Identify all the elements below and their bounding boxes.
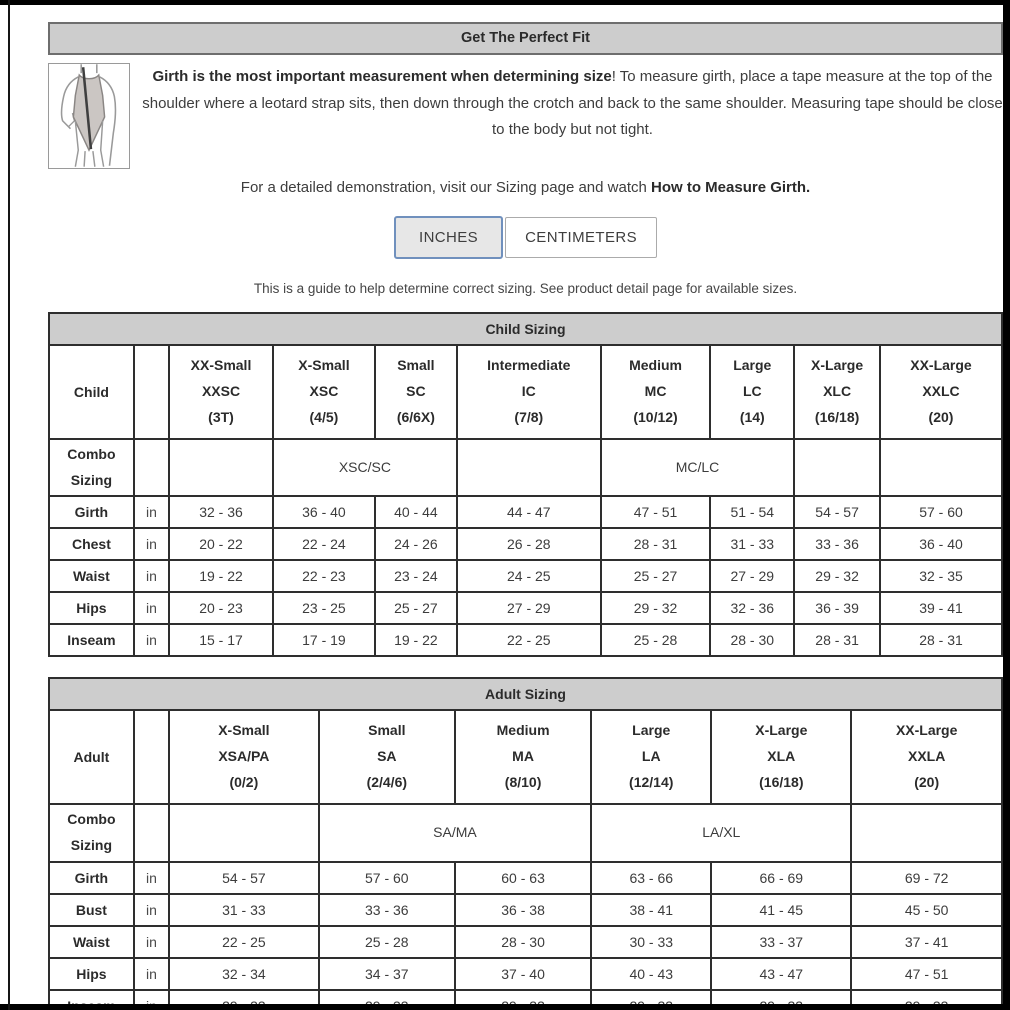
value-cell: 34 - 37 (319, 958, 455, 990)
column-header: X-Small XSA/PA (0/2) (169, 710, 319, 804)
combo-sizing-row (49, 439, 1002, 497)
combo-sizing-row (49, 804, 1002, 862)
value-cell: 36 - 39 (794, 592, 880, 624)
girth-instructions-rest: ! To measure girth, place a tape measure at the top of the shoulder where a leotard strap sits, then down through the crotch and back to the same shoulder. Measuring tape should be close to the body but not tight. (142, 68, 1003, 139)
value-cell: 32 - 34 (169, 958, 319, 990)
value-cell: 66 - 69 (711, 862, 851, 894)
value-cell: 15 - 17 (169, 624, 273, 656)
value-cell: 57 - 60 (880, 496, 1002, 528)
value-cell: 26 - 28 (457, 528, 601, 560)
value-cell: 25 - 27 (375, 592, 457, 624)
measurement-row (49, 496, 1002, 528)
value-cell: 47 - 51 (601, 496, 711, 528)
unit-cell: in (134, 926, 169, 958)
intro-section (48, 63, 1003, 169)
unit-cell: in (134, 560, 169, 592)
row-label: Chest (49, 528, 134, 560)
page-title (48, 22, 1003, 55)
value-cell: 60 - 63 (455, 862, 591, 894)
combo-unit-cell (134, 439, 169, 497)
measurement-row (49, 926, 1002, 958)
value-cell: 32 - 36 (169, 496, 273, 528)
measurement-row (49, 894, 1002, 926)
window-frame-bottom (0, 1004, 1010, 1010)
value-cell: 43 - 47 (711, 958, 851, 990)
column-header-row (49, 710, 1002, 804)
column-header: X-Large XLC (16/18) (794, 345, 880, 439)
value-cell: 32 - 35 (880, 560, 1002, 592)
column-header: Large LA (12/14) (591, 710, 711, 804)
value-cell: 37 - 41 (851, 926, 1002, 958)
combo-cell (794, 439, 880, 497)
value-cell: 36 - 40 (273, 496, 375, 528)
unit-cell: in (134, 592, 169, 624)
value-cell: 31 - 33 (169, 894, 319, 926)
row-label: Bust (49, 894, 134, 926)
row-label: Waist (49, 560, 134, 592)
value-cell: 22 - 24 (273, 528, 375, 560)
unit-cell: in (134, 528, 169, 560)
unit-header-cell (134, 345, 169, 439)
adult-sizing-table-title: Adult Sizing (49, 678, 1002, 710)
value-cell: 20 - 22 (169, 528, 273, 560)
value-cell: 27 - 29 (457, 592, 601, 624)
value-cell: 51 - 54 (710, 496, 794, 528)
value-cell: 28 - 31 (880, 624, 1002, 656)
value-cell: 28 - 31 (794, 624, 880, 656)
value-cell: 24 - 26 (375, 528, 457, 560)
value-cell: 40 - 43 (591, 958, 711, 990)
combo-cell (169, 804, 319, 862)
value-cell: 33 - 37 (711, 926, 851, 958)
value-cell: 29 - 32 (794, 560, 880, 592)
demo-note (48, 179, 1003, 196)
child-sizing-table-corner-label: Child (49, 345, 134, 439)
row-label: Hips (49, 958, 134, 990)
page-title-text: Get The Perfect Fit (461, 30, 590, 46)
adult-sizing-table-container (48, 677, 1003, 1010)
value-cell: 25 - 28 (601, 624, 711, 656)
combo-unit-cell (134, 804, 169, 862)
combo-cell: LA/XL (591, 804, 851, 862)
value-cell: 40 - 44 (375, 496, 457, 528)
value-cell: 47 - 51 (851, 958, 1002, 990)
girth-instructions (142, 63, 1003, 169)
value-cell: 28 - 30 (710, 624, 794, 656)
value-cell: 45 - 50 (851, 894, 1002, 926)
column-header: X-Large XLA (16/18) (711, 710, 851, 804)
measurement-row (49, 560, 1002, 592)
column-header: Intermediate IC (7/8) (457, 345, 601, 439)
value-cell: 25 - 27 (601, 560, 711, 592)
combo-cell (169, 439, 273, 497)
value-cell: 22 - 25 (457, 624, 601, 656)
measurement-row (49, 592, 1002, 624)
table-title-row (49, 678, 1002, 710)
page-content (48, 5, 1003, 1010)
combo-cell: SA/MA (319, 804, 592, 862)
column-header: Small SC (6/6X) (375, 345, 457, 439)
measurement-row (49, 528, 1002, 560)
value-cell: 25 - 28 (319, 926, 455, 958)
row-label: Girth (49, 862, 134, 894)
measurement-row (49, 862, 1002, 894)
value-cell: 69 - 72 (851, 862, 1002, 894)
value-cell: 57 - 60 (319, 862, 455, 894)
value-cell: 19 - 22 (169, 560, 273, 592)
column-header: Medium MA (8/10) (455, 710, 591, 804)
combo-cell: MC/LC (601, 439, 794, 497)
value-cell: 33 - 36 (319, 894, 455, 926)
combo-cell (880, 439, 1002, 497)
column-header: X-Small XSC (4/5) (273, 345, 375, 439)
row-label: Waist (49, 926, 134, 958)
leotard-diagram-svg (49, 64, 129, 168)
combo-sizing-label: Combo Sizing (49, 804, 134, 862)
adult-sizing-table (48, 677, 1003, 1010)
inches-button[interactable]: INCHES (394, 216, 503, 259)
combo-sizing-label: Combo Sizing (49, 439, 134, 497)
girth-instructions-bold: Girth is the most important measurement when determining size (152, 68, 612, 85)
value-cell: 22 - 25 (169, 926, 319, 958)
demo-note-bold: How to Measure Girth. (651, 179, 811, 196)
value-cell: 27 - 29 (710, 560, 794, 592)
value-cell: 22 - 23 (273, 560, 375, 592)
child-sizing-table-container (48, 312, 1003, 657)
combo-cell (851, 804, 1002, 862)
row-label: Girth (49, 496, 134, 528)
column-header: XX-Large XXLC (20) (880, 345, 1002, 439)
unit-header-cell (134, 710, 169, 804)
measurement-row (49, 958, 1002, 990)
value-cell: 30 - 33 (591, 926, 711, 958)
value-cell: 39 - 41 (880, 592, 1002, 624)
combo-cell (457, 439, 601, 497)
unit-toggle (48, 216, 1003, 259)
column-header: Small SA (2/4/6) (319, 710, 455, 804)
unit-cell: in (134, 862, 169, 894)
value-cell: 36 - 38 (455, 894, 591, 926)
row-label: Inseam (49, 624, 134, 656)
demo-note-text: For a detailed demonstration, visit our Sizing page and watch (240, 179, 652, 196)
unit-cell: in (134, 496, 169, 528)
value-cell: 37 - 40 (455, 958, 591, 990)
value-cell: 44 - 47 (457, 496, 601, 528)
row-label: Hips (49, 592, 134, 624)
value-cell: 20 - 23 (169, 592, 273, 624)
value-cell: 38 - 41 (591, 894, 711, 926)
value-cell: 28 - 30 (455, 926, 591, 958)
value-cell: 29 - 32 (601, 592, 711, 624)
value-cell: 17 - 19 (273, 624, 375, 656)
centimeters-button[interactable]: CENTIMETERS (505, 217, 657, 258)
unit-cell: in (134, 958, 169, 990)
column-header: XX-Large XXLA (20) (851, 710, 1002, 804)
unit-cell: in (134, 624, 169, 656)
value-cell: 63 - 66 (591, 862, 711, 894)
window-frame-right (1003, 0, 1010, 1010)
value-cell: 36 - 40 (880, 528, 1002, 560)
value-cell: 24 - 25 (457, 560, 601, 592)
unit-cell: in (134, 894, 169, 926)
value-cell: 23 - 25 (273, 592, 375, 624)
value-cell: 32 - 36 (710, 592, 794, 624)
value-cell: 33 - 36 (794, 528, 880, 560)
column-header: XX-Small XXSC (3T) (169, 345, 273, 439)
window-frame-left (8, 0, 10, 1010)
column-header: Medium MC (10/12) (601, 345, 711, 439)
table-title-row (49, 313, 1002, 345)
value-cell: 41 - 45 (711, 894, 851, 926)
leotard-girth-illustration (48, 63, 130, 169)
value-cell: 54 - 57 (794, 496, 880, 528)
sizing-guide-note: This is a guide to help determine correct sizing. See product detail page for available sizes. (253, 281, 798, 296)
child-sizing-table-title: Child Sizing (49, 313, 1002, 345)
measurement-row (49, 624, 1002, 656)
combo-cell: XSC/SC (273, 439, 457, 497)
value-cell: 54 - 57 (169, 862, 319, 894)
value-cell: 19 - 22 (375, 624, 457, 656)
value-cell: 28 - 31 (601, 528, 711, 560)
adult-sizing-table-corner-label: Adult (49, 710, 134, 804)
value-cell: 31 - 33 (710, 528, 794, 560)
column-header: Large LC (14) (710, 345, 794, 439)
child-sizing-table (48, 312, 1003, 657)
value-cell: 23 - 24 (375, 560, 457, 592)
window-frame-top (0, 0, 1010, 5)
column-header-row (49, 345, 1002, 439)
